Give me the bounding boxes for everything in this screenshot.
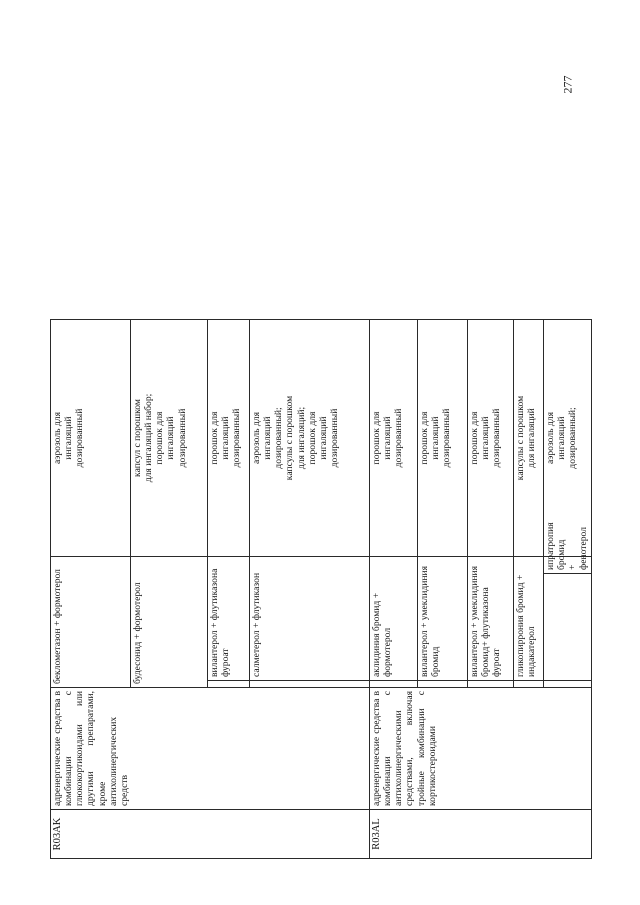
atc-code-cell: R03AL [370, 810, 592, 859]
empty-cell [370, 681, 418, 688]
drug-name-cell: ипратропия бромид + фенотерол [544, 557, 592, 574]
pharmacological-group-cell: адренергические средства в комбинации с глюкокортикоидами или другими препаратами, кроме антихолинергических средств [51, 688, 370, 810]
empty-cell [418, 681, 468, 688]
dosage-form-cell: порошок для ингаляций дозированный [468, 320, 514, 557]
dosage-form-cell: аэрозоль для ингаляций дозированный; капсулы с порошком для ингаляций; порошок для ингаляций дозированный [250, 320, 370, 557]
drug-name-cell: гликопиррония бромид + индакатерол [514, 557, 544, 681]
dosage-form-cell: аэрозоль для ингаляций дозированный [51, 320, 131, 557]
drug-name-cell: будесонид + формотерол [131, 557, 208, 688]
empty-cell [544, 681, 592, 688]
page-number [558, 70, 578, 98]
dosage-form-cell: порошок для ингаляций дозированный [418, 320, 468, 557]
drug-name-cell: вилантерол + умеклидиния бромид [418, 557, 468, 681]
drug-name-cell: беклометазон + формотерол [51, 557, 131, 688]
drug-name-cell: вилантерол + умеклидиния бромид+ флутиказона фуроат [468, 557, 514, 681]
table-row [370, 320, 418, 859]
empty-cell [208, 681, 250, 688]
dosage-form-cell: порошок для ингаляций дозированный [208, 320, 250, 557]
empty-cell [514, 681, 544, 688]
drug-table [50, 319, 592, 859]
dosage-form-cell: капсулы с порошком для ингаляций [514, 320, 544, 557]
drug-table-container [50, 320, 590, 859]
drug-name-cell: аклидиния бромид + формотерол [370, 557, 418, 681]
empty-cell [544, 574, 592, 681]
atc-code-cell: R03AK [51, 810, 370, 859]
drug-name-cell: салметерол + флутиказон [250, 557, 370, 681]
dosage-form-cell: порошок для ингаляций дозированный [370, 320, 418, 557]
empty-cell [468, 681, 514, 688]
dosage-form-cell: аэрозоль для ингаляций дозированный; [544, 320, 592, 557]
table-row [51, 320, 131, 859]
dosage-form-cell: капсул с порошком для ингаляций набор; порошок для ингаляций дозированный [131, 320, 208, 557]
empty-cell [250, 681, 370, 688]
page-number-text: 277 [560, 75, 575, 93]
pharmacological-group-cell: адренергические средства в комбинации с антихолинергическими средствами, включая тройные комбинации с кортикостероидами [370, 688, 592, 810]
drug-name-cell: вилантерол + флутиказона фуроат [208, 557, 250, 681]
